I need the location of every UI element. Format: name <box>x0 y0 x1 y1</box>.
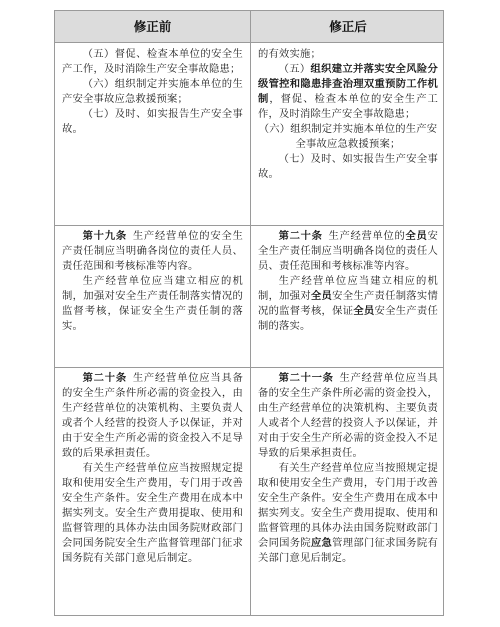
row3-after-para1: 第二十一条 生产经营单位应当具备的安全生产条件所必需的资金投入，由生产经营单位的决策机构、主要负责人或者个人经营的投资人予以保证，并对由于安全生产所必需的资金投入不足导致的后果承担责任。 <box>258 372 438 459</box>
row2-after-para1: 第二十条 生产经营单位的全员安全生产责任制应当明确各岗位的责任人员、责任范围和考核标准等内容。 <box>258 230 438 272</box>
row3-after-para2: 有关生产经营单位应当按照规定提取和使用安全生产费用，专门用于改善安全生产条件。安全生产费用在成本中据实列支。安全生产费用提取、使用和监督管理的具体办法由国务院财政部门会同国务院应急管理部门征求国务院有关部门意见后制定。 <box>258 462 438 564</box>
row1-before-item5: （五）督促、检查本单位的安全生产工作，及时消除生产安全事故隐患； <box>62 48 243 75</box>
row3-after-cell <box>251 368 445 615</box>
row2-after-cell <box>251 226 445 367</box>
row2-before-para1: 第十九条 生产经营单位的安全生产责任制应当明确各岗位的责任人员、责任范围和考核标准等内容。 <box>62 230 243 272</box>
row1-after-cell <box>251 44 445 225</box>
row1-before-cell <box>55 44 250 225</box>
row2-before-para2: 生产经营单位应当建立相应的机制，加强对安全生产责任制落实情况的监督考核，保证安全生产责任制的落实。 <box>62 275 243 332</box>
header-after: 修正后 <box>329 19 367 34</box>
row1-after-item5: （五）组织建立并落实安全风险分级管控和隐患排查治理双重预防工作机制，督促、检查本单位的安全生产工作，及时消除生产安全事故隐患； <box>258 63 439 120</box>
row3-before-para1: 第二十条 生产经营单位应当具备的安全生产条件所必需的资金投入，由生产经营单位的决策机构、主要负责人或者个人经营的投资人予以保证，并对由于安全生产所必需的资金投入不足导致的后果承担责任。 <box>62 372 243 459</box>
article-number: 第二十条 <box>82 372 127 384</box>
comparison-table <box>54 10 444 616</box>
header-before: 修正前 <box>133 19 172 34</box>
row1-after-item7: （七）及时、如实报告生产安全事故。 <box>258 153 438 180</box>
row2-after-para2: 生产经营单位应当建立相应的机制，加强对全员安全生产责任制落实情况的监督考核，保证全员安全生产责任制的落实。 <box>258 275 438 332</box>
row1-before-item7: （七）及时、如实报告生产安全事故。 <box>62 108 243 135</box>
row3-before-para2: 有关生产经营单位应当按照规定提取和使用安全生产费用，专门用于改善安全生产条件。安全生产费用在成本中据实列支。安全生产费用提取、使用和监督管理的具体办法由国务院财政部门会同国务院安全生产监督管理部门征求国务院有关部门意见后制定。 <box>62 462 243 564</box>
row1-after-item6: （六）组织制定并实施本单位的生产安全事故应急救援预案； <box>258 123 438 150</box>
article-number: 第十九条 <box>82 230 127 242</box>
row1-after-new-text: 组织建立并落实安全风险分级管控和隐患排查治理双重预防工作机制 <box>258 63 438 105</box>
row3-before-cell <box>55 368 250 615</box>
row1-before-item6: （六）组织制定并实施本单位的生产安全事故应急救援预案； <box>62 78 243 105</box>
row2-before-cell <box>55 226 250 367</box>
article-number: 第二十一条 <box>278 372 334 384</box>
row1-after-continuation: 的有效实施； <box>258 48 321 60</box>
table-header <box>55 11 443 43</box>
article-number: 第二十条 <box>278 230 323 242</box>
